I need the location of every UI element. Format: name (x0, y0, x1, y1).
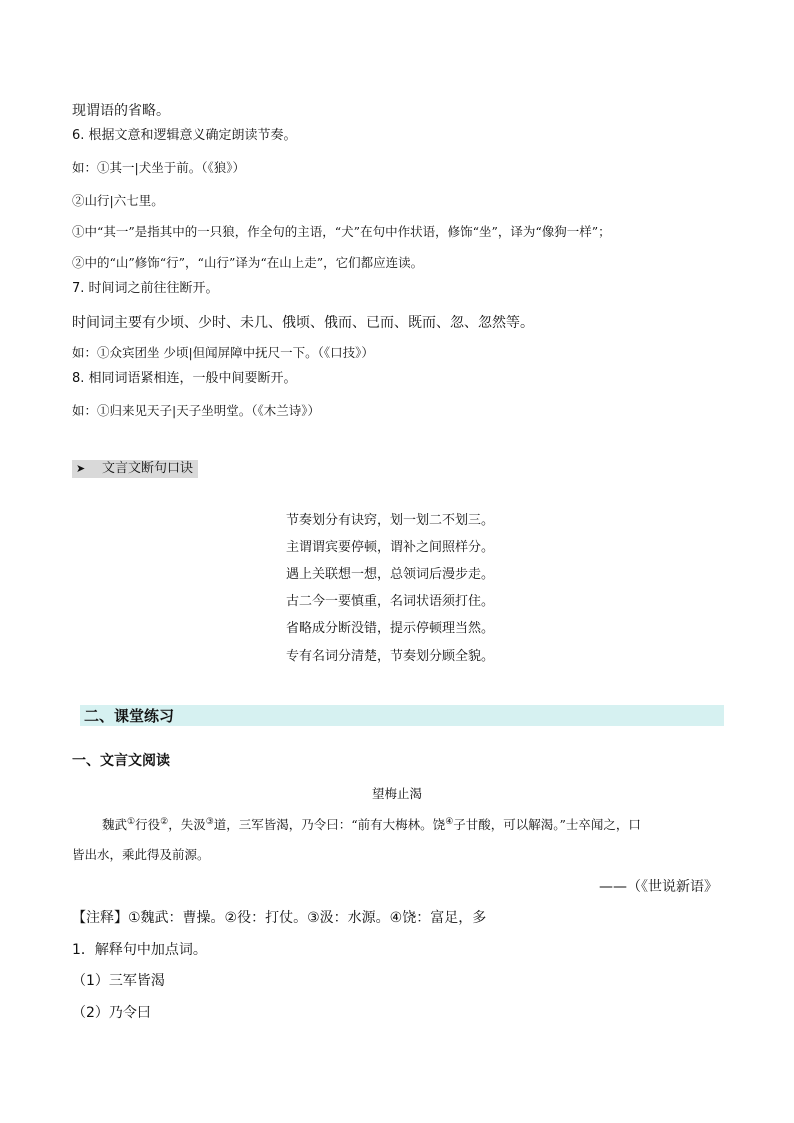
section-banner (80, 705, 724, 726)
passage-fragment: 子甘酸，可以解渴。”士卒闻之，口 (453, 817, 641, 833)
arrow-bullet-icon: ➤ (76, 462, 86, 475)
rhyme-line-3: 遇上关联想一想，总领词后漫步走。 (286, 567, 495, 582)
section-title: 二、课堂练习 (84, 707, 175, 725)
item-6-explanation-2: ②中的“山”修饰“行”，“山行”译为“在山上走”，它们都应连读。 (72, 255, 424, 270)
tip-heading (72, 460, 198, 478)
continuation-text: 现谓语的省略。 (72, 103, 170, 119)
annotation: 【注释】①魏武：曹操。②役：打仗。③汲：水源。④饶：富足，多 (72, 910, 487, 926)
passage-title: 望梅止渴 (371, 786, 422, 801)
passage-fragment: 魏武 (102, 817, 128, 833)
footnote-marker: ③ (205, 817, 214, 827)
item-8-example-1: 如：①归来见天子|天子坐明堂。（《木兰诗》） (72, 403, 320, 418)
footnote-marker: ① (127, 817, 136, 827)
passage-fragment: 道，三军皆渴，乃令曰：“前有大梅林。饶 (213, 817, 446, 833)
reading-heading: 一、文言文阅读 (72, 753, 170, 769)
item-6-example-2: ②山行|六七里。 (72, 193, 164, 208)
rhyme-line-1: 节奏划分有诀窍，划一划二不划三。 (286, 513, 495, 528)
question-1-part-1: （1）三军皆渴 (72, 973, 165, 989)
rhyme-line-6: 专有名词分清楚，节奏划分顾全貌。 (286, 649, 495, 664)
passage-fragment: 行役 (135, 817, 161, 833)
item-7-example-1: 如：①众宾团坐 少顷|但闻屏障中抚尺一下。（《口技》） (72, 345, 374, 360)
passage-line-1 (102, 818, 641, 832)
rhyme-line-4: 古二今一要慎重，名词状语须打住。 (286, 594, 495, 609)
rhyme-line-2: 主谓谓宾要停顿，谓补之间照样分。 (286, 540, 495, 555)
footnote-marker: ② (160, 817, 169, 827)
passage-fragment: ，失汲 (168, 817, 206, 833)
footnote-marker: ④ (445, 817, 454, 827)
passage-source: ——（《世说新语》 (599, 879, 718, 895)
question-1: 1．解释句中加点词。 (72, 942, 207, 958)
tip-heading-label: 文言文断句口诀 (102, 461, 194, 476)
item-6-explanation-1: ①中“其一”是指其中的一只狼，作全句的主语，“犬”在句中作状语，修饰“坐”，译为“像狗一样”； (72, 224, 611, 239)
question-1-part-2: （2）乃令曰 (72, 1005, 151, 1021)
item-6-title: 6. 根据文意和逻辑意义确定朗读节奏。 (72, 128, 297, 143)
item-7-body: 时间词主要有少顷、少时、未几、俄顷、俄而、已而、既而、忽、忽然等。 (72, 315, 534, 331)
rhyme-line-5: 省略成分断没错，提示停顿理当然。 (286, 621, 495, 636)
item-7-title: 7. 时间词之前往往断开。 (72, 281, 219, 296)
item-8-title: 8. 相同词语紧相连，一般中间要断开。 (72, 371, 297, 386)
item-6-example-1: 如：①其一|犬坐于前。（《狼》） (72, 160, 245, 175)
passage-line-2: 皆出水，乘此得及前源。 (72, 847, 210, 862)
